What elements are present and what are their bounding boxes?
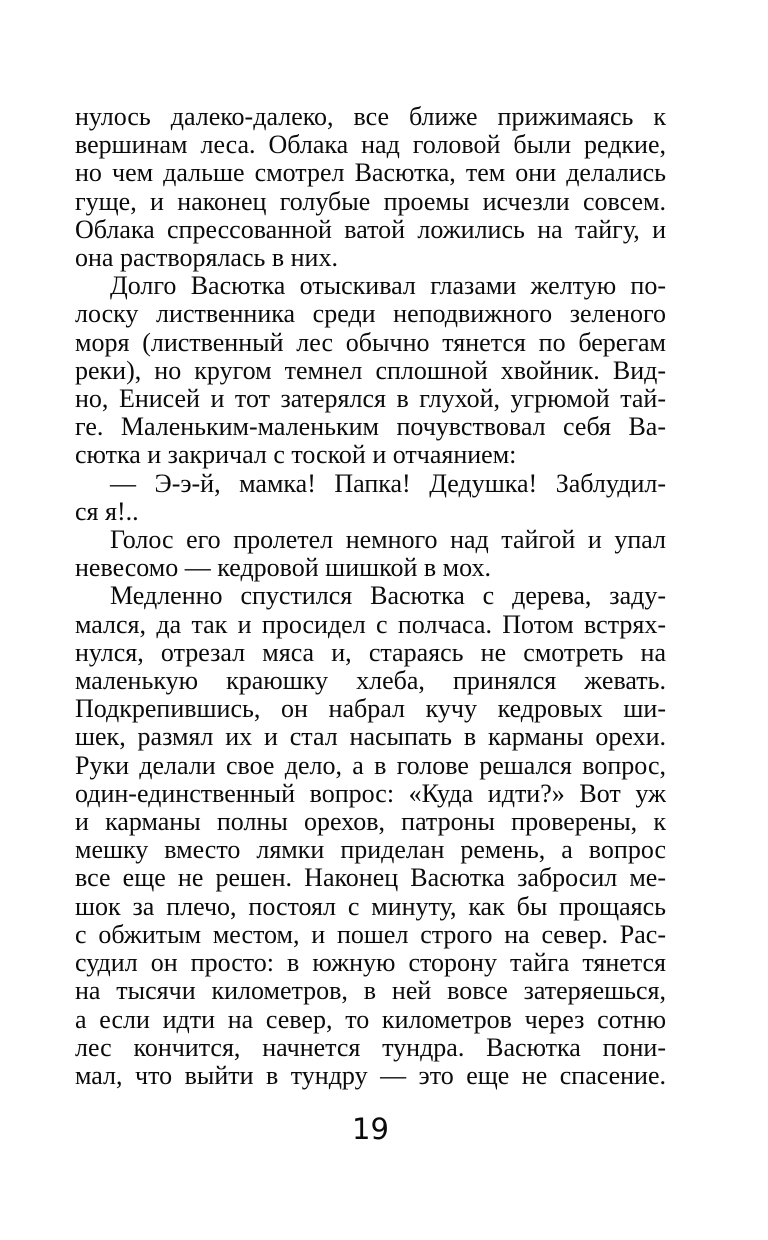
text-line: Облака спрессованной ватой ложились на тайгу, и (75, 214, 666, 244)
text-line: моря (лиственный лес обычно тянется по берегам (75, 327, 666, 357)
text-line: один-единственный вопрос: «Куда идти?» Вот уж (75, 778, 666, 808)
text-line: Долго Васютка отыскивал глазами желтую по- (110, 271, 666, 301)
text-line: Голос его пролетел немного над тайгой и упал (110, 525, 666, 555)
text-line: лес кончится, начнется тундра. Васютка пони- (75, 1032, 666, 1062)
paragraph-dialogue (75, 470, 666, 526)
text-line: на тысячи километров, в ней вовсе затеряешься, (75, 976, 666, 1006)
text-line: Подкрепившись, он набрал кучу кедровых ши- (75, 694, 666, 724)
text-line: мешку вместо лямки приделан ремень, а вопрос (75, 835, 666, 865)
text-line: она растворялась в них. (75, 243, 338, 273)
text-line: мался, да так и просидел с полчаса. Потом встрях- (75, 609, 666, 639)
text-line: нулся, отрезал мяса и, стараясь не смотреть на (75, 637, 666, 667)
text-line: и карманы полны орехов, патроны проверены, к (75, 807, 666, 837)
paragraph (75, 103, 666, 272)
text-line: шек, размял их и стал насыпать в карманы орехи. (75, 722, 666, 752)
text-line: Руки делали свое дело, а в голове решался вопрос, (75, 750, 666, 780)
page-number: 19 (352, 1112, 389, 1146)
text-line: гуще, и наконец голубые проемы исчезли совсем. (75, 186, 666, 216)
text-line: сютка и закричал с тоской и отчаянием: (75, 440, 517, 470)
text-line: судил он просто: в южную сторону тайга тянется (75, 948, 666, 978)
text-line: мал, что выйти в тундру — это еще не спасение. (75, 1060, 666, 1090)
text-line: но, Енисей и тот затерялся в глухой, угрюмой тай- (75, 384, 666, 414)
text-line: но чем дальше смотрел Васютка, тем они делались (75, 158, 666, 188)
text-line: нулось далеко-далеко, все ближе прижимаясь к (75, 102, 666, 131)
text-line: маленькую краюшку хлеба, принялся жевать. (75, 666, 666, 696)
text-line: вершинам леса. Облака над головой были редкие, (75, 130, 666, 160)
text-line: лоску лиственника среди неподвижного зеленого (75, 299, 666, 329)
paragraph (75, 526, 666, 582)
text-line: а если идти на север, то километров через сотню (75, 1004, 666, 1034)
text-line: ге. Маленьким-маленьким почувствовал себя Ва- (75, 412, 666, 442)
paragraph (75, 272, 666, 469)
body-text (75, 103, 666, 1090)
paragraph (75, 582, 666, 1090)
text-line: реки), но кругом темнел сплошной хвойник. Вид- (75, 355, 666, 385)
text-line: шок за плечо, постоял с минуту, как бы прощаясь (75, 891, 666, 921)
text-line: — Э-э-й, мамка! Папка! Дедушка! Заблудил- (110, 468, 666, 498)
text-line: все еще не решен. Наконец Васютка забросил ме- (75, 863, 666, 893)
text-line: Медленно спустился Васютка с дерева, заду- (110, 581, 666, 611)
text-line: с обжитым местом, и пошел строго на север. Рас- (75, 919, 666, 949)
text-line: ся я!.. (75, 496, 139, 526)
text-line: невесомо — кедровой шишкой в мох. (75, 553, 491, 583)
